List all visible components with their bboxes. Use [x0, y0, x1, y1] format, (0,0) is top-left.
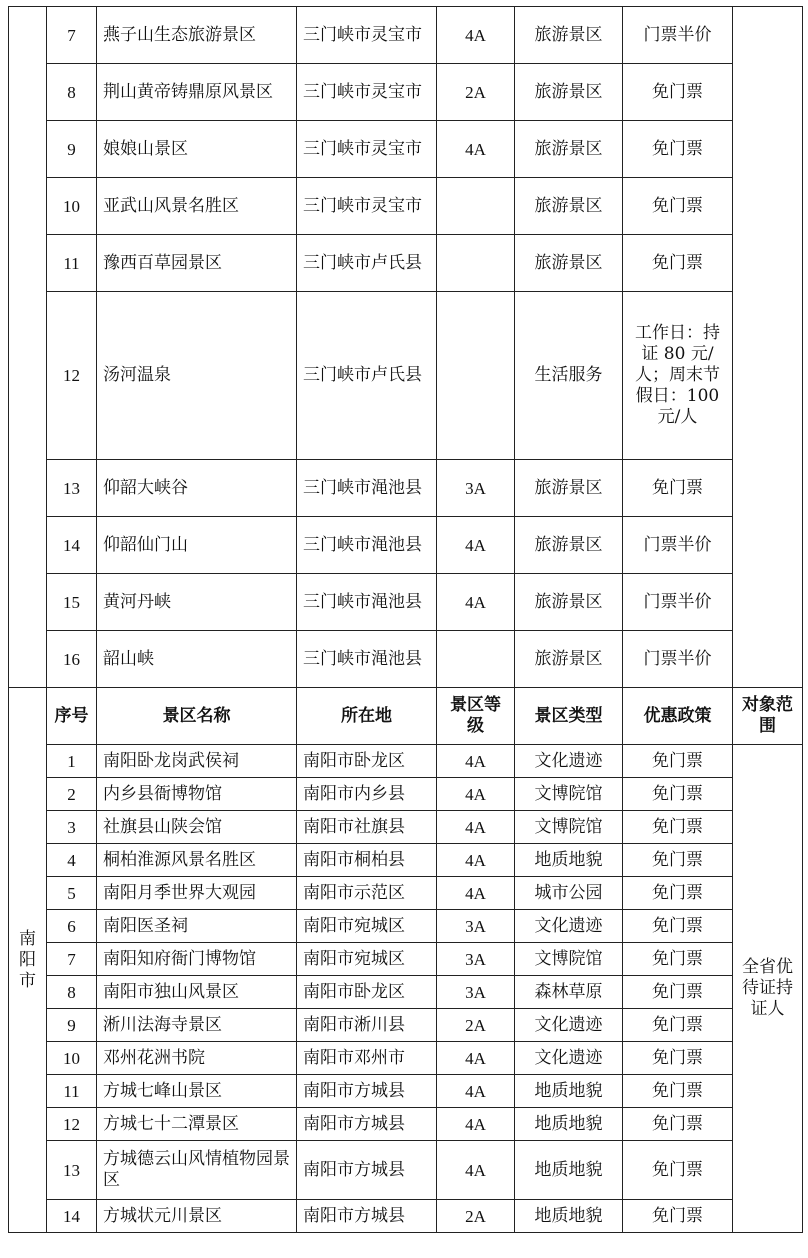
discount-policy: 免门票	[623, 235, 733, 292]
table-row	[9, 574, 803, 631]
scenic-name: 淅川法海寺景区	[97, 1009, 297, 1042]
location: 三门峡市灵宝市	[297, 64, 437, 121]
scenic-type: 生活服务	[515, 292, 623, 460]
scenic-name: 方城德云山风情植物园景区	[97, 1141, 297, 1200]
header-no: 序号	[47, 688, 97, 745]
scenic-name: 荆山黄帝铸鼎原风景区	[97, 64, 297, 121]
table-row	[9, 877, 803, 910]
table-row	[9, 460, 803, 517]
location: 南阳市淅川县	[297, 1009, 437, 1042]
row-number: 4	[47, 844, 97, 877]
scenic-type: 旅游景区	[515, 121, 623, 178]
scenic-type: 文博院馆	[515, 811, 623, 844]
header-scope: 对象范围	[733, 688, 803, 745]
location: 三门峡市灵宝市	[297, 178, 437, 235]
table-row	[9, 976, 803, 1009]
grade: 4A	[437, 517, 515, 574]
grade: 4A	[437, 877, 515, 910]
discount-policy: 免门票	[623, 943, 733, 976]
grade	[437, 631, 515, 688]
discount-policy: 免门票	[623, 910, 733, 943]
scenic-type: 地质地貌	[515, 844, 623, 877]
scenic-name: 南阳知府衙门博物馆	[97, 943, 297, 976]
discount-policy: 门票半价	[623, 574, 733, 631]
table-row	[9, 631, 803, 688]
grade: 3A	[437, 976, 515, 1009]
row-number: 9	[47, 1009, 97, 1042]
grade: 4A	[437, 574, 515, 631]
row-number: 8	[47, 64, 97, 121]
scenic-name: 燕子山生态旅游景区	[97, 7, 297, 64]
grade: 4A	[437, 745, 515, 778]
discount-policy: 免门票	[623, 64, 733, 121]
location: 南阳市方城县	[297, 1075, 437, 1108]
table-row	[9, 1141, 803, 1200]
scenic-name: 亚武山风景名胜区	[97, 178, 297, 235]
scenic-name: 南阳医圣祠	[97, 910, 297, 943]
scenic-name: 娘娘山景区	[97, 121, 297, 178]
discount-policy: 门票半价	[623, 7, 733, 64]
table-row	[9, 910, 803, 943]
discount-policy: 门票半价	[623, 517, 733, 574]
scenic-type: 文化遗迹	[515, 745, 623, 778]
location: 三门峡市渑池县	[297, 574, 437, 631]
grade: 4A	[437, 1141, 515, 1200]
discount-policy: 免门票	[623, 460, 733, 517]
table-row	[9, 1042, 803, 1075]
scenic-name: 内乡县衙博物馆	[97, 778, 297, 811]
row-number: 3	[47, 811, 97, 844]
header-type: 景区类型	[515, 688, 623, 745]
discount-policy: 免门票	[623, 745, 733, 778]
row-number: 11	[47, 1075, 97, 1108]
location: 南阳市社旗县	[297, 811, 437, 844]
scenic-type: 旅游景区	[515, 178, 623, 235]
scenic-name: 南阳卧龙岗武侯祠	[97, 745, 297, 778]
discount-policy: 免门票	[623, 811, 733, 844]
grade: 4A	[437, 1075, 515, 1108]
table-row	[9, 1009, 803, 1042]
table-body	[9, 7, 803, 1233]
scenic-type: 旅游景区	[515, 631, 623, 688]
location: 三门峡市灵宝市	[297, 121, 437, 178]
location: 南阳市宛城区	[297, 910, 437, 943]
grade: 4A	[437, 7, 515, 64]
discount-policy: 免门票	[623, 976, 733, 1009]
row-number: 14	[47, 517, 97, 574]
discount-policy: 免门票	[623, 1075, 733, 1108]
row-number: 6	[47, 910, 97, 943]
scenic-name: 韶山峡	[97, 631, 297, 688]
target-scope: 全省优待证持证人	[733, 745, 803, 1233]
grade	[437, 178, 515, 235]
grade: 2A	[437, 1009, 515, 1042]
scenic-type: 文化遗迹	[515, 1042, 623, 1075]
scenic-type: 旅游景区	[515, 460, 623, 517]
location: 南阳市卧龙区	[297, 745, 437, 778]
header-grade: 景区等级	[437, 688, 515, 745]
scenic-type: 旅游景区	[515, 574, 623, 631]
row-number: 7	[47, 7, 97, 64]
grade: 4A	[437, 1042, 515, 1075]
grade: 2A	[437, 64, 515, 121]
location: 三门峡市卢氏县	[297, 292, 437, 460]
table-row	[9, 517, 803, 574]
table-row	[9, 1108, 803, 1141]
grade: 3A	[437, 943, 515, 976]
discount-policy: 免门票	[623, 178, 733, 235]
table-row	[9, 1075, 803, 1108]
scenic-type: 城市公园	[515, 877, 623, 910]
discount-policy: 免门票	[623, 1042, 733, 1075]
discount-policy: 工作日：持证 80 元/人；周末节假日：100 元/人	[623, 292, 733, 460]
scenic-type: 文化遗迹	[515, 1009, 623, 1042]
discount-policy: 免门票	[623, 844, 733, 877]
scenic-name: 豫西百草园景区	[97, 235, 297, 292]
row-number: 13	[47, 1141, 97, 1200]
row-number: 9	[47, 121, 97, 178]
table-row	[9, 844, 803, 877]
scenic-type: 旅游景区	[515, 235, 623, 292]
location: 南阳市内乡县	[297, 778, 437, 811]
scenic-name: 方城七峰山景区	[97, 1075, 297, 1108]
table-row	[9, 745, 803, 778]
discount-policy: 免门票	[623, 1200, 733, 1233]
table-row	[9, 778, 803, 811]
grade: 4A	[437, 121, 515, 178]
grade: 4A	[437, 778, 515, 811]
row-number: 12	[47, 292, 97, 460]
location: 南阳市方城县	[297, 1108, 437, 1141]
row-number: 16	[47, 631, 97, 688]
row-number: 1	[47, 745, 97, 778]
header-policy: 优惠政策	[623, 688, 733, 745]
location: 南阳市方城县	[297, 1200, 437, 1233]
location: 南阳市示范区	[297, 877, 437, 910]
header-row	[9, 688, 803, 745]
city-name: 南阳市	[9, 688, 47, 1233]
location: 三门峡市卢氏县	[297, 235, 437, 292]
row-number: 11	[47, 235, 97, 292]
location: 三门峡市渑池县	[297, 460, 437, 517]
scenic-type: 地质地貌	[515, 1108, 623, 1141]
location: 南阳市卧龙区	[297, 976, 437, 1009]
location: 三门峡市灵宝市	[297, 7, 437, 64]
discount-policy: 免门票	[623, 1108, 733, 1141]
row-number: 13	[47, 460, 97, 517]
location: 南阳市宛城区	[297, 943, 437, 976]
location: 南阳市方城县	[297, 1141, 437, 1200]
scenic-name: 邓州花洲书院	[97, 1042, 297, 1075]
grade	[437, 292, 515, 460]
scenic-type: 旅游景区	[515, 64, 623, 121]
row-number: 15	[47, 574, 97, 631]
discount-policy: 免门票	[623, 1009, 733, 1042]
location: 三门峡市渑池县	[297, 631, 437, 688]
row-number: 7	[47, 943, 97, 976]
grade: 4A	[437, 844, 515, 877]
table-row	[9, 121, 803, 178]
discount-policy: 免门票	[623, 877, 733, 910]
scenic-name: 仰韶大峡谷	[97, 460, 297, 517]
row-number: 10	[47, 1042, 97, 1075]
discount-policy: 门票半价	[623, 631, 733, 688]
grade: 4A	[437, 811, 515, 844]
row-number: 14	[47, 1200, 97, 1233]
row-number: 12	[47, 1108, 97, 1141]
grade: 3A	[437, 910, 515, 943]
discount-policy: 免门票	[623, 1141, 733, 1200]
scope-cell-continued	[733, 7, 803, 688]
scenic-spot-table	[8, 6, 803, 1233]
grade: 3A	[437, 460, 515, 517]
scenic-type: 旅游景区	[515, 517, 623, 574]
scenic-type: 旅游景区	[515, 7, 623, 64]
table-row	[9, 178, 803, 235]
scenic-type: 地质地貌	[515, 1200, 623, 1233]
scenic-name: 汤河温泉	[97, 292, 297, 460]
table-row	[9, 1200, 803, 1233]
table-row	[9, 811, 803, 844]
scenic-type: 地质地貌	[515, 1075, 623, 1108]
grade: 2A	[437, 1200, 515, 1233]
row-number: 10	[47, 178, 97, 235]
header-location: 所在地	[297, 688, 437, 745]
scenic-type: 文博院馆	[515, 778, 623, 811]
scenic-type: 文化遗迹	[515, 910, 623, 943]
grade: 4A	[437, 1108, 515, 1141]
scenic-name: 社旗县山陕会馆	[97, 811, 297, 844]
scenic-name: 仰韶仙门山	[97, 517, 297, 574]
scenic-type: 地质地貌	[515, 1141, 623, 1200]
table-row	[9, 7, 803, 64]
scenic-name: 桐柏淮源风景名胜区	[97, 844, 297, 877]
grade	[437, 235, 515, 292]
scenic-name: 方城七十二潭景区	[97, 1108, 297, 1141]
table-row	[9, 235, 803, 292]
scenic-name: 南阳月季世界大观园	[97, 877, 297, 910]
location: 南阳市邓州市	[297, 1042, 437, 1075]
table-row	[9, 292, 803, 460]
table-row	[9, 943, 803, 976]
discount-policy: 免门票	[623, 778, 733, 811]
scenic-type: 森林草原	[515, 976, 623, 1009]
row-number: 8	[47, 976, 97, 1009]
city-cell-continued	[9, 7, 47, 688]
scenic-name: 南阳市独山风景区	[97, 976, 297, 1009]
discount-policy: 免门票	[623, 121, 733, 178]
scenic-type: 文博院馆	[515, 943, 623, 976]
scenic-name: 方城状元川景区	[97, 1200, 297, 1233]
scenic-name: 黄河丹峡	[97, 574, 297, 631]
table-row	[9, 64, 803, 121]
header-name: 景区名称	[97, 688, 297, 745]
row-number: 5	[47, 877, 97, 910]
location: 南阳市桐柏县	[297, 844, 437, 877]
location: 三门峡市渑池县	[297, 517, 437, 574]
row-number: 2	[47, 778, 97, 811]
